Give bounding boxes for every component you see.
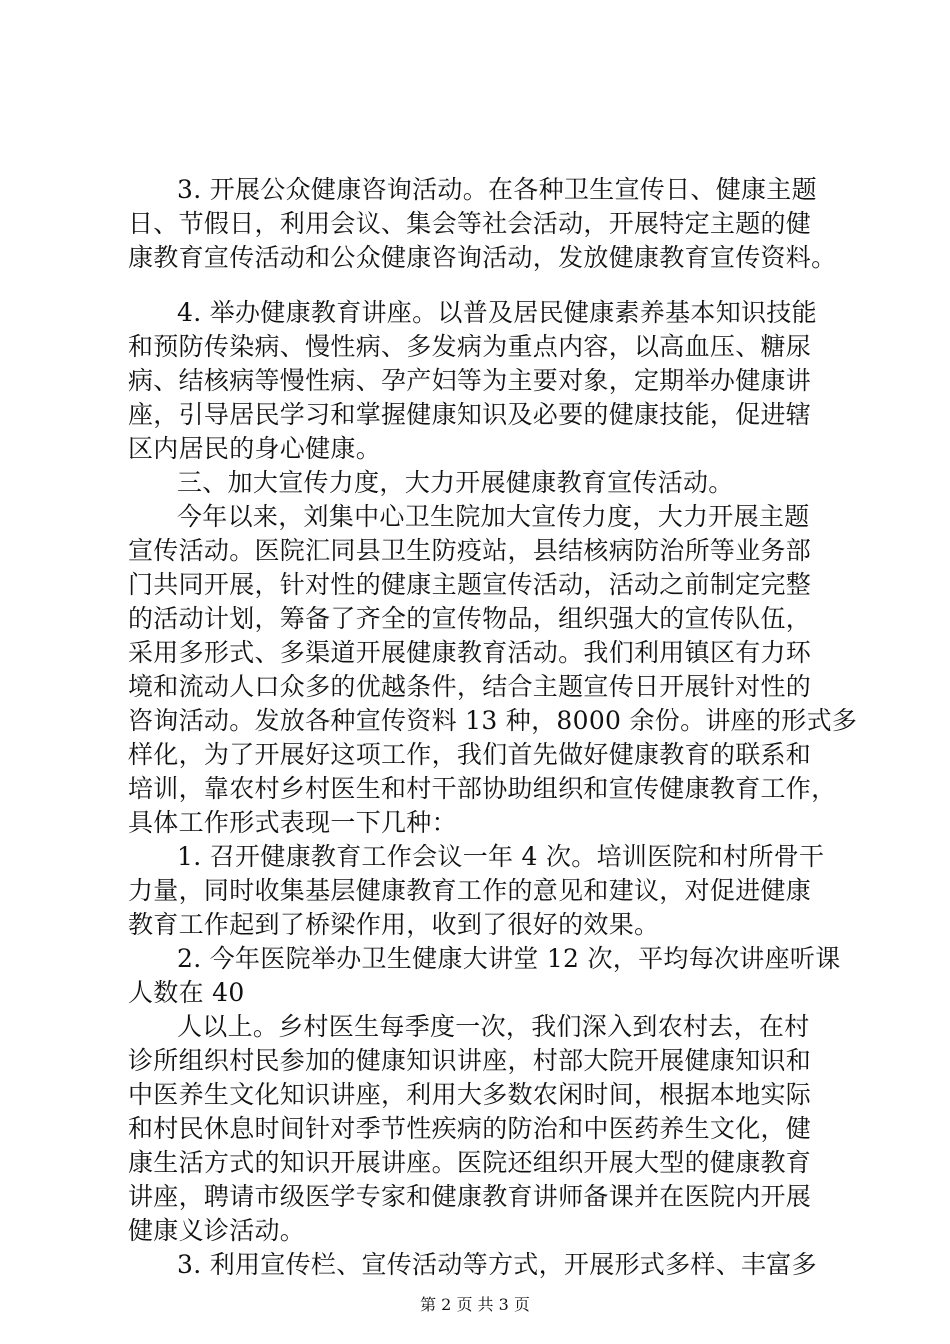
text-line: 样化，为了开展好这项工作，我们首先做好健康教育的联系和 <box>128 740 812 769</box>
text-line: 健康义诊活动。 <box>128 1216 306 1245</box>
text-line: 3. 开展公众健康咨询活动。在各种卫生宣传日、健康主题 <box>177 175 817 204</box>
text-line: 人数在 40 <box>128 978 245 1007</box>
text-line: 今年以来，刘集中心卫生院加大宣传力度，大力开展主题 <box>177 502 810 531</box>
text-line: 和村民休息时间针对季节性疾病的防治和中医药养生文化，健 <box>128 1114 812 1143</box>
text-line: 康生活方式的知识开展讲座。医院还组织开展大型的健康教育 <box>128 1148 812 1177</box>
text-line: 和预防传染病、慢性病、多发病为重点内容，以高血压、糖尿 <box>128 332 812 361</box>
text-line: 境和流动人口众多的优越条件，结合主题宣传日开展针对性的 <box>128 672 812 701</box>
text-line: 的活动计划，筹备了齐全的宣传物品，组织强大的宣传队伍， <box>128 604 812 633</box>
text-line: 3. 利用宣传栏、宣传活动等方式，开展形式多样、丰富多 <box>177 1250 817 1279</box>
text-line: 诊所组织村民参加的健康知识讲座，村部大院开展健康知识和 <box>128 1046 812 1075</box>
text-line: 1. 召开健康教育工作会议一年 4 次。培训医院和村所骨干 <box>177 842 825 871</box>
text-line: 人以上。乡村医生每季度一次，我们深入到农村去，在村 <box>177 1012 810 1041</box>
text-line: 宣传活动。医院汇同县卫生防疫站，县结核病防治所等业务部 <box>128 536 812 565</box>
text-line: 日、节假日，利用会议、集会等社会活动，开展特定主题的健 <box>128 209 812 238</box>
text-line: 教育工作起到了桥梁作用，收到了很好的效果。 <box>128 910 660 939</box>
text-line: 具体工作形式表现一下几种： <box>128 808 457 837</box>
text-line: 中医养生文化知识讲座，利用大多数农闲时间，根据本地实际 <box>128 1080 812 1109</box>
text-line: 2. 今年医院举办卫生健康大讲堂 12 次，平均每次讲座听课 <box>177 944 841 973</box>
text-line: 讲座，聘请市级医学专家和健康教育讲师备课并在医院内开展 <box>128 1182 812 1211</box>
text-line: 采用多形式、多渠道开展健康教育活动。我们利用镇区有力环 <box>128 638 812 667</box>
text-line: 门共同开展，针对性的健康主题宣传活动，活动之前制定完整 <box>128 570 812 599</box>
section-heading: 三、加大宣传力度，大力开展健康教育宣传活动。 <box>177 468 734 497</box>
text-line: 座，引导居民学习和掌握健康知识及必要的健康技能，促进辖 <box>128 400 812 429</box>
page-number-footer: 第 2 页 共 3 页 <box>420 1295 530 1314</box>
text-line: 康教育宣传活动和公众健康咨询活动，发放健康教育宣传资料。 <box>128 243 837 272</box>
text-line: 病、结核病等慢性病、孕产妇等为主要对象，定期举办健康讲 <box>128 366 812 395</box>
text-line: 区内居民的身心健康。 <box>128 434 382 463</box>
text-line: 咨询活动。发放各种宣传资料 13 种，8000 余份。讲座的形式多 <box>128 706 858 735</box>
text-line: 培训，靠农村乡村医生和村干部协助组织和宣传健康教育工作， <box>128 774 837 803</box>
text-line: 4. 举办健康教育讲座。以普及居民健康素养基本知识技能 <box>177 298 817 327</box>
text-line: 力量，同时收集基层健康教育工作的意见和建议，对促进健康 <box>128 876 812 905</box>
